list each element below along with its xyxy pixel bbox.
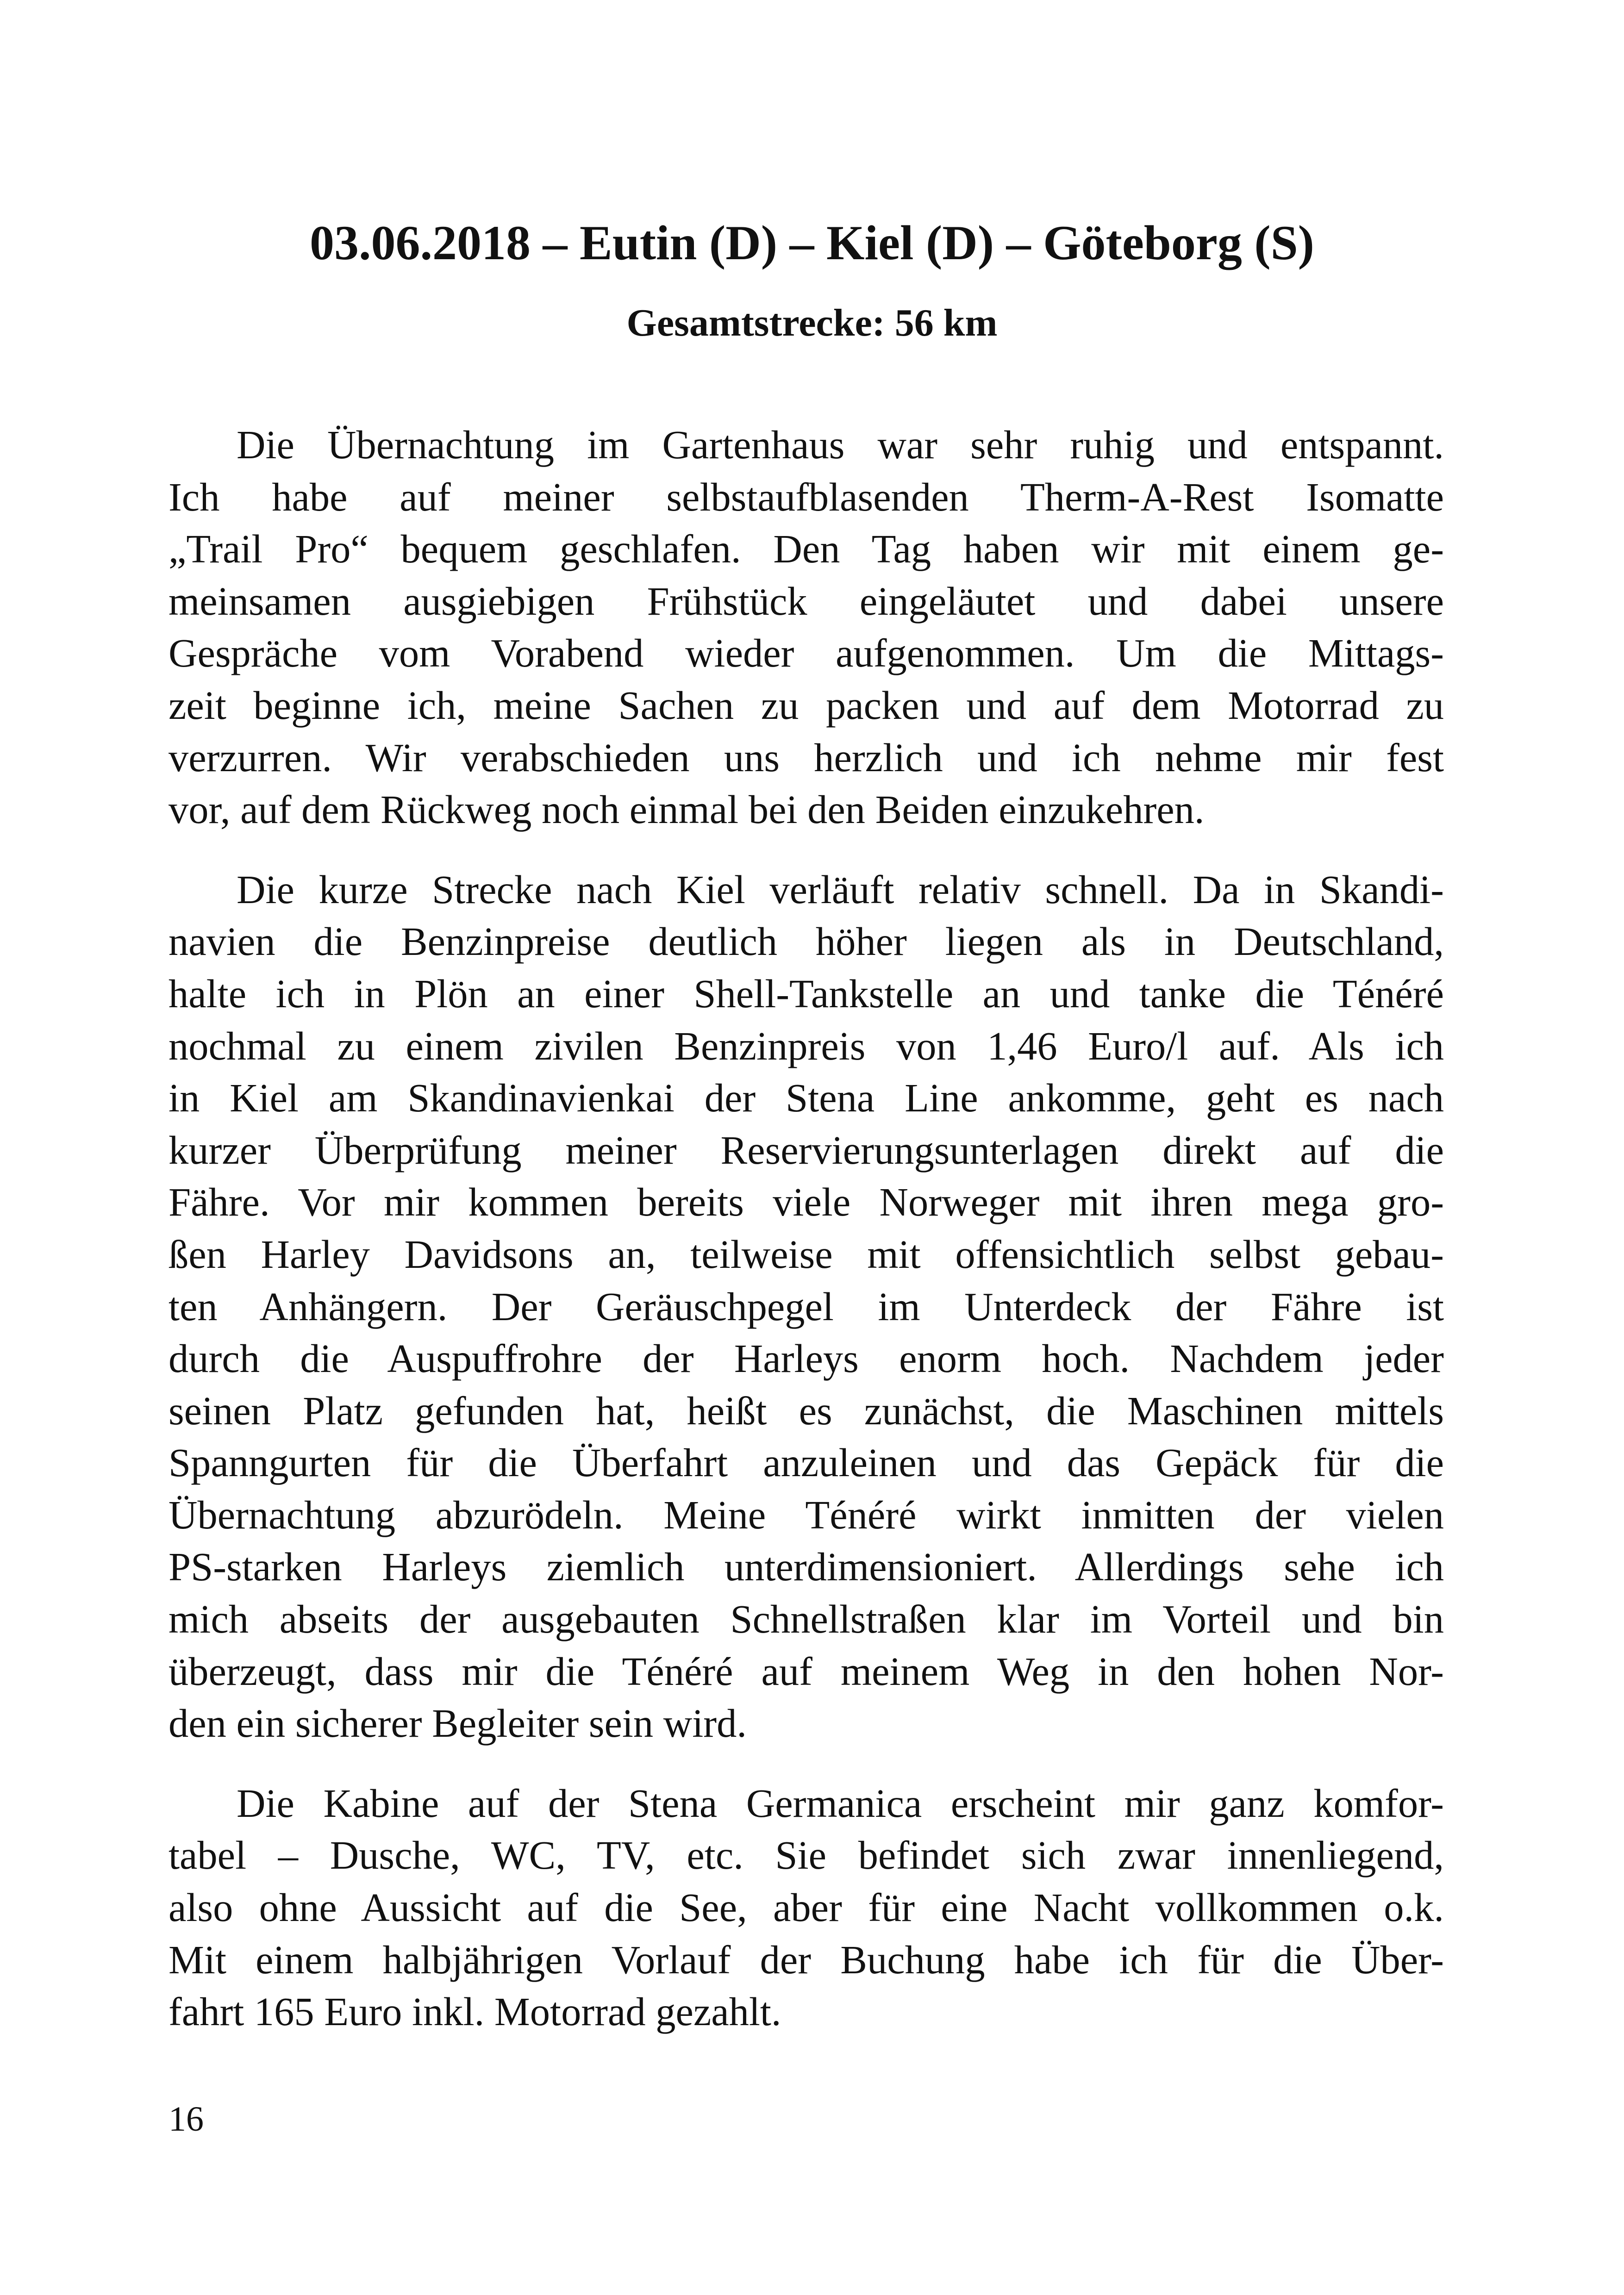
text-line: Gespräche vom Vorabend wieder aufgenommen. Um die Mittags- (169, 631, 1444, 676)
text-line: seinen Platz gefunden hat, heißt es zunächst, die Maschinen mittels (169, 1388, 1444, 1433)
paragraph-2 (169, 864, 1444, 1750)
text-line: meinsamen ausgiebigen Frühstück eingeläutet und dabei unsere (169, 579, 1444, 624)
paragraph-3 (169, 1777, 1444, 2038)
text-line: Übernachtung abzurödeln. Meine Ténéré wirkt inmitten der vielen (169, 1492, 1444, 1537)
text-line: Ich habe auf meiner selbstaufblasenden Therm-A-Rest Isomatte (169, 474, 1444, 519)
text-line: zeit beginne ich, meine Sachen zu packen und auf dem Motorrad zu (169, 683, 1444, 728)
text-line: Die kurze Strecke nach Kiel verläuft relativ schnell. Da in Skandi- (237, 867, 1444, 912)
text-line: halte ich in Plön an einer Shell-Tankstelle an und tanke die Ténéré (169, 971, 1444, 1016)
text-line: Die Kabine auf der Stena Germanica erscheint mir ganz komfor- (237, 1781, 1444, 1826)
text-line: überzeugt, dass mir die Ténéré auf meinem Weg in den hohen Nor- (169, 1649, 1444, 1694)
chapter-subtitle: Gesamtstrecke: 56 km (626, 301, 998, 344)
text-line: nochmal zu einem zivilen Benzinpreis von 1,46 Euro/l auf. Als ich (169, 1023, 1444, 1068)
text-line: Mit einem halbjährigen Vorlauf der Buchung habe ich für die Über- (169, 1937, 1444, 1982)
text-line: kurzer Überprüfung meiner Reservierungsunterlagen direkt auf die (169, 1128, 1444, 1172)
text-line: in Kiel am Skandinavienkai der Stena Line ankomme, geht es nach (169, 1076, 1444, 1121)
text-line: fahrt 165 Euro inkl. Motorrad gezahlt. (169, 1989, 781, 2034)
text-line: ten Anhängern. Der Geräuschpegel im Unterdeck der Fähre ist (169, 1284, 1444, 1329)
text-line: vor, auf dem Rückweg noch einmal bei den Beiden einzukehren. (169, 787, 1205, 832)
text-line: verzurren. Wir verabschieden uns herzlich und ich nehme mir fest (169, 735, 1444, 780)
page-number: 16 (169, 2100, 204, 2139)
text-line: „Trail Pro“ bequem geschlafen. Den Tag haben wir mit einem ge- (169, 527, 1444, 572)
text-line: ßen Harley Davidsons an, teilweise mit offensichtlich selbst gebau- (169, 1232, 1444, 1277)
paragraph-1 (169, 419, 1444, 836)
text-line: tabel – Dusche, WC, TV, etc. Sie befindet sich zwar innenliegend, (169, 1833, 1444, 1878)
text-line: den ein sicherer Begleiter sein wird. (169, 1701, 747, 1746)
text-line: PS-starken Harleys ziemlich unterdimensioniert. Allerdings sehe ich (169, 1545, 1444, 1590)
text-line: durch die Auspuffrohre der Harleys enorm hoch. Nachdem jeder (169, 1336, 1444, 1381)
text-line: Fähre. Vor mir kommen bereits viele Norweger mit ihren mega gro- (169, 1180, 1444, 1225)
text-line: mich abseits der ausgebauten Schnellstraßen klar im Vorteil und bin (169, 1597, 1444, 1642)
text-line: Spanngurten für die Überfahrt anzuleinen und das Gepäck für die (169, 1441, 1444, 1485)
chapter-title: 03.06.2018 – Eutin (D) – Kiel (D) – Göteborg (S) (310, 216, 1314, 270)
text-line: Die Übernachtung im Gartenhaus war sehr ruhig und entspannt. (237, 423, 1444, 467)
text-line: navien die Benzinpreise deutlich höher liegen als in Deutschland, (169, 919, 1444, 964)
body-text (169, 419, 1444, 2038)
text-line: also ohne Aussicht auf die See, aber für eine Nacht vollkommen o.k. (169, 1885, 1444, 1930)
